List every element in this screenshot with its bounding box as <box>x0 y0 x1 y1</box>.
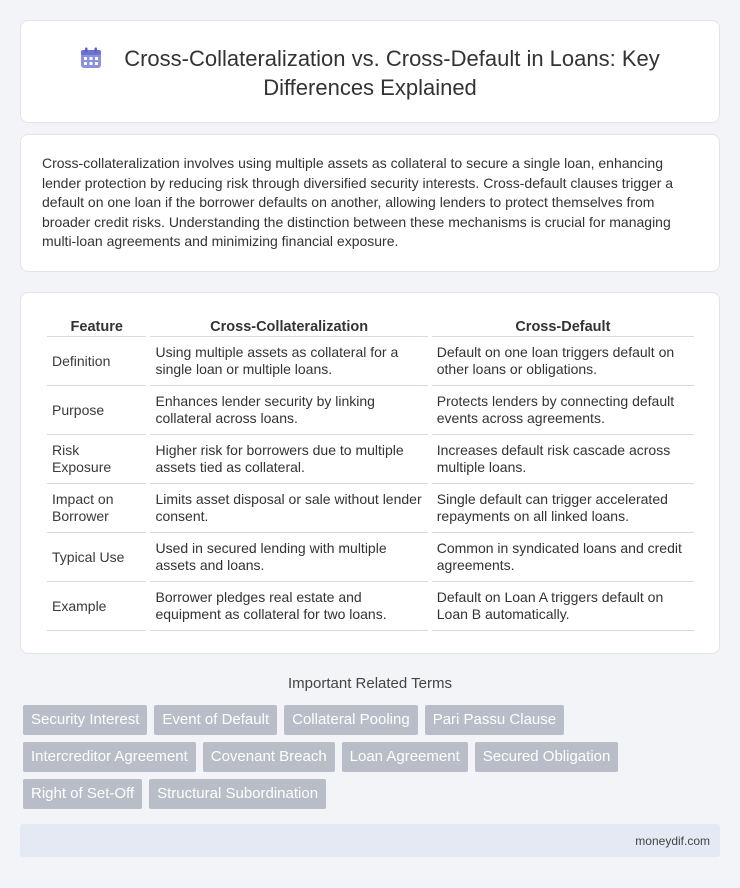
related-terms-list <box>23 705 723 809</box>
header-cross-default: Cross-Default <box>432 315 694 337</box>
table-cell: Protects lenders by connecting default events across agreements. <box>432 386 694 435</box>
table-cell: Higher risk for borrowers due to multiple assets tied as collateral. <box>150 435 427 484</box>
table-row <box>47 484 694 533</box>
table-cell-feature: Purpose <box>47 386 146 435</box>
tag-covenant-breach[interactable]: Covenant Breach <box>203 742 335 772</box>
table-cell-feature: Definition <box>47 337 146 386</box>
table-row <box>47 533 694 582</box>
header-feature: Feature <box>47 315 146 337</box>
table-row <box>47 582 694 631</box>
table-cell: Enhances lender security by linking collateral across loans. <box>150 386 427 435</box>
table-cell-feature: Risk Exposure <box>47 435 146 484</box>
comparison-table <box>43 315 698 631</box>
table-cell: Borrower pledges real estate and equipment as collateral for two loans. <box>150 582 427 631</box>
tag-secured-obligation[interactable]: Secured Obligation <box>475 742 619 772</box>
table-cell: Default on one loan triggers default on other loans or obligations. <box>432 337 694 386</box>
related-terms-heading: Important Related Terms <box>288 675 452 692</box>
table-cell: Default on Loan A triggers default on Loan B automatically. <box>432 582 694 631</box>
table-cell-feature: Typical Use <box>47 533 146 582</box>
intro-paragraph: Cross-collateralization involves using multiple assets as collateral to secure a single loan, enhancing lender protection by reducing risk through diversified security interests. Cross-default clauses trigger a default on one loan if the borrower defaults on another, allowing lenders to protect themselves from broader credit risks. Understanding the distinction between these mechanisms is crucial for managing multi-loan agreements and minimizing financial exposure. <box>42 155 674 250</box>
table-header-row <box>47 315 694 337</box>
intro-card <box>20 134 720 272</box>
table-row <box>47 435 694 484</box>
tag-security-interest[interactable]: Security Interest <box>23 705 147 735</box>
calendar-icon <box>80 47 102 69</box>
header-cross-collateralization: Cross-Collateralization <box>150 315 427 337</box>
tag-pari-passu-clause[interactable]: Pari Passu Clause <box>425 705 564 735</box>
table-cell: Used in secured lending with multiple assets and loans. <box>150 533 427 582</box>
tag-collateral-pooling[interactable]: Collateral Pooling <box>284 705 418 735</box>
table-cell-feature: Impact on Borrower <box>47 484 146 533</box>
tag-structural-subordination[interactable]: Structural Subordination <box>149 779 326 809</box>
table-cell: Increases default risk cascade across multiple loans. <box>432 435 694 484</box>
tag-event-of-default[interactable]: Event of Default <box>154 705 277 735</box>
tag-intercreditor-agreement[interactable]: Intercreditor Agreement <box>23 742 196 772</box>
comparison-table-card <box>20 292 720 654</box>
footer <box>20 824 720 857</box>
footer-site-link[interactable]: moneydif.com <box>635 834 710 848</box>
table-cell-feature: Example <box>47 582 146 631</box>
title-card <box>20 20 720 123</box>
table-cell: Using multiple assets as collateral for a single loan or multiple loans. <box>150 337 427 386</box>
table-cell: Common in syndicated loans and credit agreements. <box>432 533 694 582</box>
page-title-wrap <box>21 44 719 102</box>
table-cell: Limits asset disposal or sale without lender consent. <box>150 484 427 533</box>
tag-right-of-set-off[interactable]: Right of Set-Off <box>23 779 142 809</box>
table-cell: Single default can trigger accelerated repayments on all linked loans. <box>432 484 694 533</box>
page-title: Cross-Collateralization vs. Cross-Default in Loans: Key Differences Explained <box>124 46 660 100</box>
tag-loan-agreement[interactable]: Loan Agreement <box>342 742 468 772</box>
table-row <box>47 386 694 435</box>
table-row <box>47 337 694 386</box>
